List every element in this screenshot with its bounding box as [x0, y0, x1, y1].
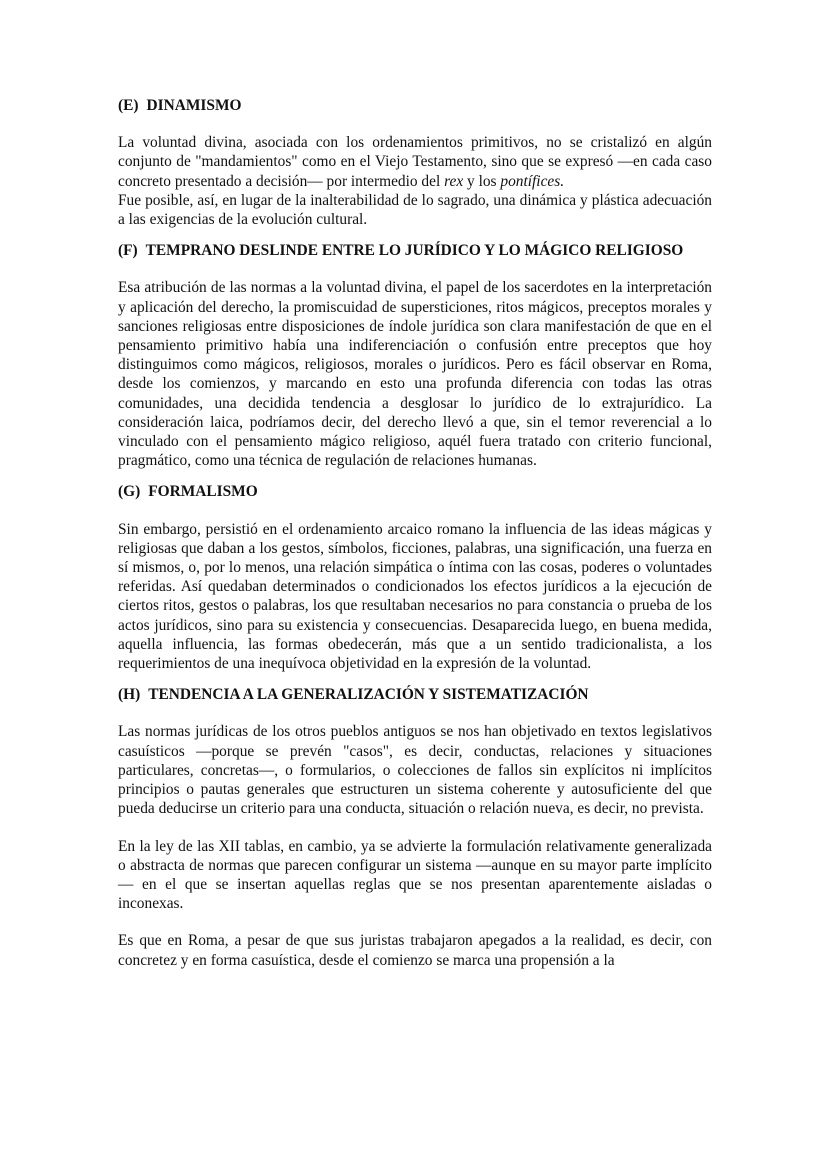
section-title: TEMPRANO DESLINDE ENTRE LO JURÍDICO Y LO MÁGICO RELIGIOSO — [145, 242, 684, 260]
paragraph: Sin embargo, persistió en el ordenamiento arcaico romano la influencia de las ideas mágicas y religiosas que daban a los gestos, símbolos, ficciones, palabras, una significación, una fuerza en sí mismos, o, por lo menos, una relación simpática o íntima con las cosas, poderes o voluntades referidas. Así quedaban determinados o condicionados los efectos jurídicos a la ejecución de ciertos ritos, gestos o palabras, los que resultaban necesarios no para constancia o prueba de los actos jurídicos, sino para su existencia y consecuencias. Desaparecida luego, en buena medida, aquella influencia, las formas obedecerán, más que a un sentido tradicionalista, a los requerimientos de una inequívoca objetividad en la expresión de la voluntad. — [118, 520, 712, 673]
text-run: y los — [463, 172, 501, 190]
section-letter: (G) — [118, 483, 141, 501]
paragraph: Esa atribución de las normas a la voluntad divina, el papel de los sacerdotes en la interpretación y aplicación del derecho, la promiscuidad de supersticiones, ritos mágicos, preceptos morales y sanciones religiosas entre disposiciones de índole jurídica son clara manifestación de que en el pensamiento primitivo había una indiferenciación o confusión entre preceptos que hoy distinguimos como mágicos, religiosos, morales o jurídicos. Pero es fácil observar en Roma, desde los comienzos, y marcando en esto una profunda diferencia con todas las otras comunidades, una decidida tendencia a desglosar lo jurídico de lo extrajurídico. La consideración laica, podríamos decir, del derecho llevó a que, sin el temor reverencial a lo vinculado con el pensamiento mágico religioso, aquél fuera tratado con criterio funcional, pragmático, como una técnica de regulación de relaciones humanas. — [118, 279, 712, 470]
italic-term: pontífices. — [500, 172, 565, 190]
paragraph — [118, 133, 712, 191]
document-page — [118, 96, 712, 982]
section-heading — [118, 241, 712, 260]
section-letter: (H) — [118, 686, 141, 704]
paragraph: Las normas jurídicas de los otros pueblos antiguos se nos han objetivado en textos legislativos casuísticos —porque se prevén "casos", es decir, conductas, relaciones y situaciones particulares, concretas—, o formularios, o colecciones de fallos sin explícitos ni implícitos principios o pautas generales que estructuren un sistema coherente y autosuficiente del que pueda deducirse un criterio para una conducta, situación o relación nueva, es decir, no prevista. — [118, 723, 712, 818]
paragraph: En la ley de las XII tablas, en cambio, ya se advierte la formulación relativamente generalizada o abstracta de normas que parecen configurar un sistema —aunque en su mayor parte implícito— en el que se insertan aquellas reglas que se nos presentan aparentemente aisladas o inconexas. — [118, 837, 712, 913]
section-title: DINAMISMO — [146, 97, 242, 114]
section-heading — [118, 685, 712, 704]
section-heading — [118, 482, 712, 501]
section-heading — [118, 96, 712, 115]
italic-term: rex — [444, 172, 464, 190]
section-title: TENDENCIA A LA GENERALIZACIÓN Y SISTEMATIZACIÓN — [148, 686, 589, 704]
section-letter: (E) — [118, 97, 139, 114]
section-letter: (F) — [118, 242, 138, 260]
section-h — [118, 685, 712, 969]
paragraph: Es que en Roma, a pesar de que sus juristas trabajaron apegados a la realidad, es decir, con concretez y en forma casuística, desde el comienzo se marca una propensión a la — [118, 932, 712, 969]
text-run: La voluntad divina, asociada con los ordenamientos primitivos, no se cristalizó en algún conjunto de "mandamientos" como en el Viejo Testamento, sino que se expresó —en cada caso concreto presentado a decisión— por intermedio del — [118, 134, 712, 190]
section-e — [118, 96, 712, 229]
paragraph: Fue posible, así, en lugar de la inalterabilidad de lo sagrado, una dinámica y plástica adecuación a las exigencias de la evolución cultural. — [118, 191, 712, 229]
section-g — [118, 482, 712, 673]
section-title: FORMALISMO — [148, 483, 258, 501]
section-f — [118, 241, 712, 470]
